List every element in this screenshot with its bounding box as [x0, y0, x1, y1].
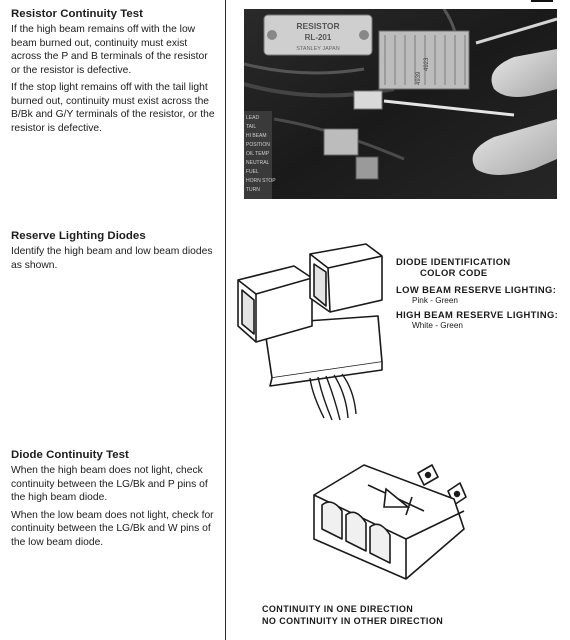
high-beam-color: White - Green: [412, 321, 463, 330]
section-diode-continuity: [11, 449, 216, 553]
panel-label: NEUTRAL: [246, 160, 270, 166]
low-beam-color: Pink - Green: [412, 296, 458, 305]
panel-label: FUEL: [246, 169, 259, 175]
connector: [324, 129, 358, 155]
top-edge-rule: [531, 0, 553, 2]
section-reserve-lighting-diodes: [11, 230, 216, 276]
section-title: Diode Continuity Test: [11, 449, 129, 461]
resistor-label-line: RL-201: [304, 33, 332, 42]
small-label: 4923: [424, 57, 430, 71]
low-beam-caption: LOW BEAM RESERVE LIGHTING:: [396, 284, 557, 295]
panel-label: TURN: [246, 187, 260, 193]
resistor-label-line: STANLEY JAPAN: [296, 46, 340, 52]
column-divider: [225, 0, 226, 640]
section-paragraph: If the stop light remains off with the tail light burned out, continuity must exist across the B/Bk and G/Y terminals of the resistor, or the resistor is defective.: [11, 82, 215, 134]
resistor-label-line: RESISTOR: [296, 21, 340, 31]
small-label: 4939: [416, 71, 422, 85]
panel-label: TAIL: [246, 124, 257, 130]
connector: [356, 157, 378, 179]
continuity-caption: CONTINUITY IN ONE DIRECTION: [262, 604, 414, 614]
panel-label: OIL TEMP: [246, 151, 270, 157]
section-paragraph: If the high beam remains off with the low beam burned out, continuity must exist across the P and B terminals of the resistor or the resistor is defective.: [11, 24, 208, 76]
connector: [354, 91, 382, 109]
high-beam-caption: HIGH BEAM RESERVE LIGHTING:: [396, 309, 559, 320]
section-paragraph: Identify the high beam and low beam diodes as shown.: [11, 246, 213, 271]
continuity-caption: NO CONTINUITY IN OTHER DIRECTION: [262, 616, 444, 626]
resistor-test-photo: [244, 9, 557, 199]
panel-label: LEAD: [246, 115, 260, 121]
panel-label: HORN STOP: [246, 178, 276, 184]
diode-caption-heading: COLOR CODE: [420, 267, 488, 278]
diode-caption-heading: DIODE IDENTIFICATION: [396, 256, 511, 267]
section-title: Resistor Continuity Test: [11, 8, 143, 20]
resistor-body: [264, 15, 372, 55]
section-resistor-continuity: [11, 8, 216, 139]
diode-assembly-drawing: [232, 238, 394, 422]
diode-wires: [310, 374, 356, 420]
section-paragraph: When the high beam does not light, check continuity between the LG/Bk and P pins of the high beam diode.: [11, 465, 208, 503]
panel-label: POSITION: [246, 142, 270, 148]
panel-label: HI BEAM: [246, 133, 267, 139]
diode-continuity-drawing: [300, 455, 480, 585]
indicator-panel: [244, 111, 276, 199]
section-paragraph: When the low beam does not light, check for continuity between the LG/Bk and W pins of the low beam diode.: [11, 509, 214, 548]
section-title: Reserve Lighting Diodes: [11, 230, 146, 242]
